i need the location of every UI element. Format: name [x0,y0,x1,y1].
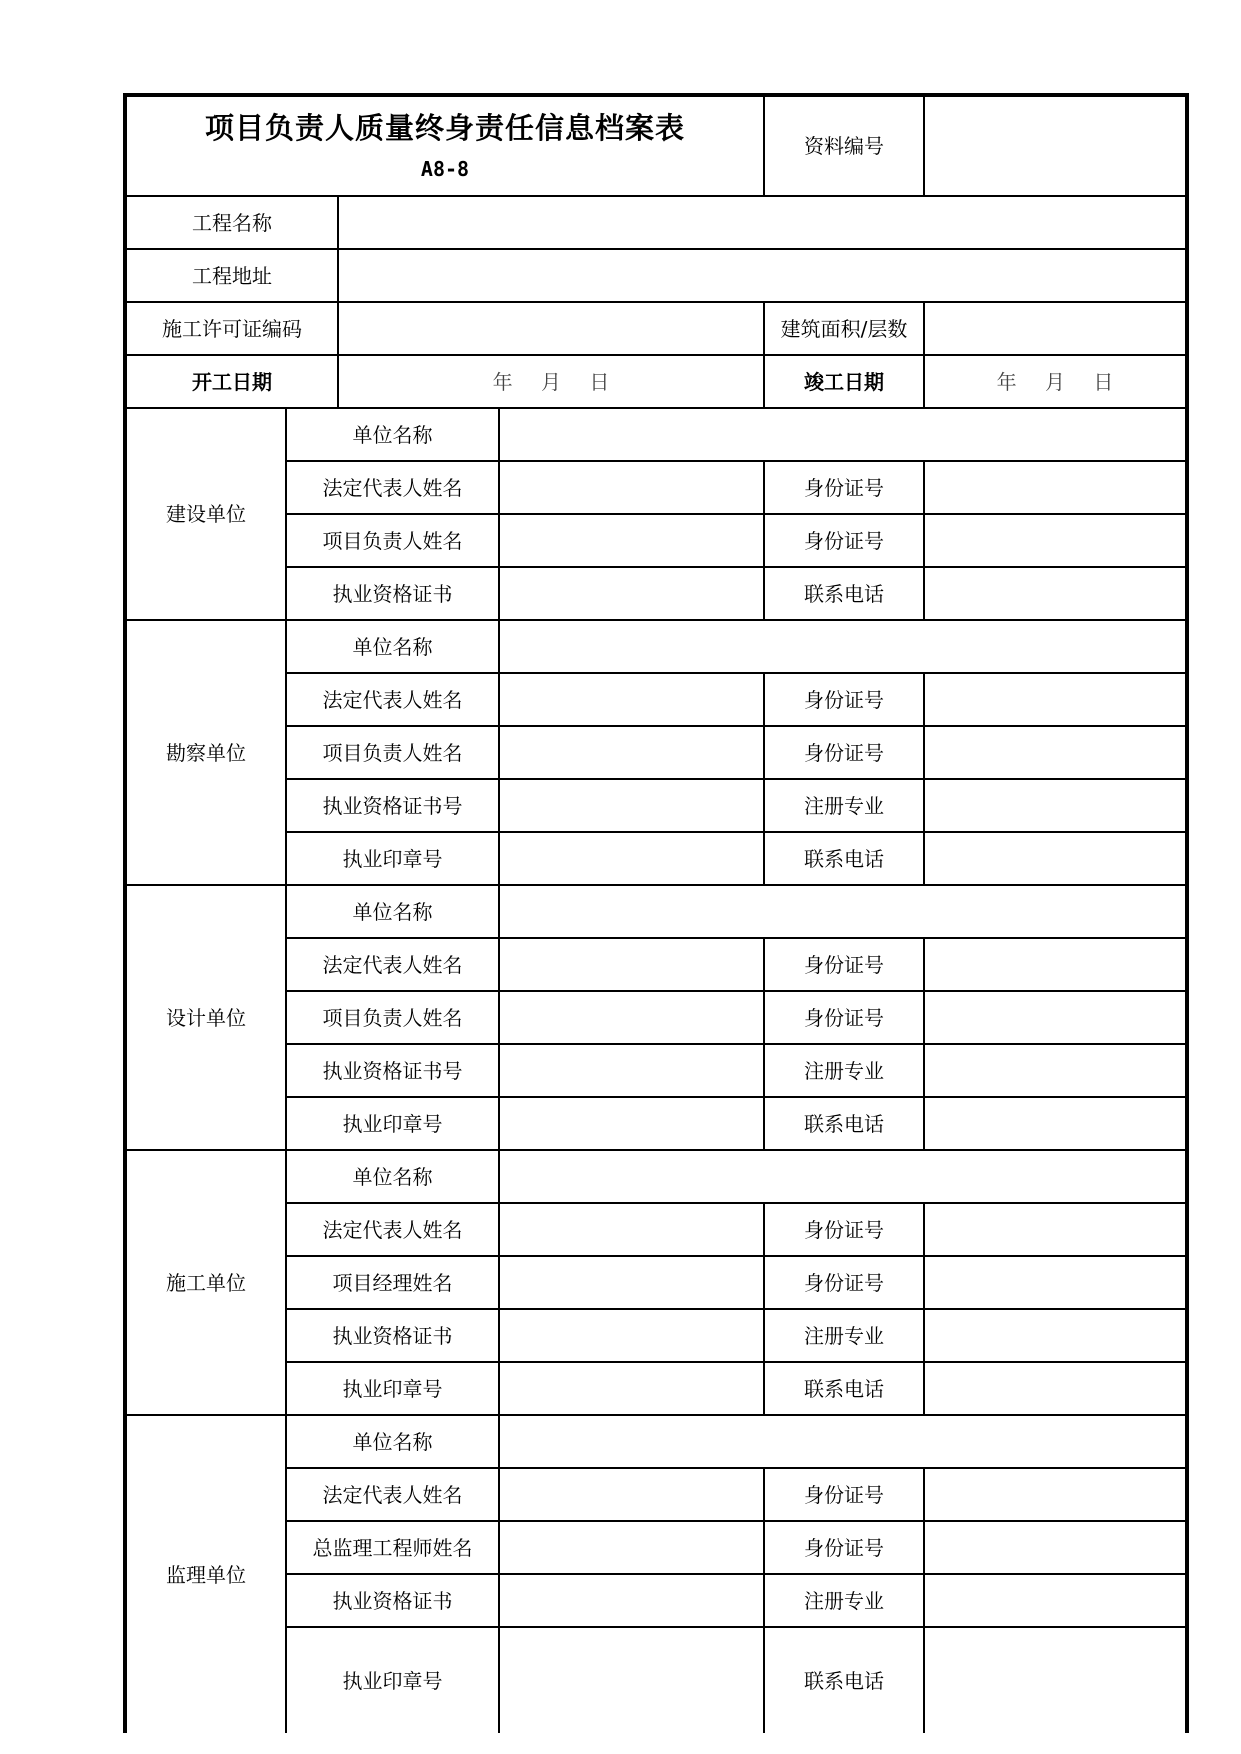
row-right-label: 身份证号 [765,939,925,992]
row-right-field[interactable] [925,1575,1185,1628]
row-value-field[interactable] [500,992,765,1045]
row-label: 法定代表人姓名 [287,462,500,515]
row-value-field[interactable] [500,1151,1185,1204]
row-label: 执业印章号 [287,1098,500,1151]
row-right-label: 联系电话 [765,833,925,886]
row-right-field[interactable] [925,515,1185,568]
project-address-field[interactable] [339,250,1185,303]
row-label: 执业印章号 [287,1363,500,1416]
row-right-label: 注册专业 [765,780,925,833]
row-label: 项目经理姓名 [287,1257,500,1310]
row-label: 法定代表人姓名 [287,1204,500,1257]
unit-group-label: 施工单位 [127,1151,287,1416]
row-right-field[interactable] [925,1522,1185,1575]
row-label: 执业印章号 [287,1628,500,1733]
row-right-label: 注册专业 [765,1045,925,1098]
area-floors-field[interactable] [925,303,1185,356]
start-date-label: 开工日期 [127,356,339,409]
row-label: 法定代表人姓名 [287,1469,500,1522]
row-right-label: 联系电话 [765,568,925,621]
project-address-label: 工程地址 [127,250,339,303]
row-label: 项目负责人姓名 [287,515,500,568]
row-label: 项目负责人姓名 [287,992,500,1045]
doc-no-label: 资料编号 [765,97,925,197]
form-border-right [1185,93,1189,1733]
row-right-label: 身份证号 [765,727,925,780]
row-label: 执业资格证书 [287,568,500,621]
row-right-field[interactable] [925,939,1185,992]
row-right-field[interactable] [925,1098,1185,1151]
form-title: 项目负责人质量终身责任信息档案表 [204,110,685,145]
row-label: 执业资格证书 [287,1575,500,1628]
row-value-field[interactable] [500,1522,765,1575]
row-right-label: 身份证号 [765,462,925,515]
row-label: 单位名称 [287,409,500,462]
row-right-field[interactable] [925,1045,1185,1098]
title-cell [127,97,765,197]
row-value-field[interactable] [500,1045,765,1098]
row-right-field[interactable] [925,992,1185,1045]
row-label: 执业印章号 [287,833,500,886]
row-right-field[interactable] [925,674,1185,727]
row-right-field[interactable] [925,1204,1185,1257]
row-value-field[interactable] [500,780,765,833]
row-right-field[interactable] [925,1257,1185,1310]
row-right-field[interactable] [925,727,1185,780]
row-value-field[interactable] [500,1363,765,1416]
row-label: 项目负责人姓名 [287,727,500,780]
row-right-label: 联系电话 [765,1098,925,1151]
row-value-field[interactable] [500,515,765,568]
row-label: 单位名称 [287,1151,500,1204]
row-value-field[interactable] [500,568,765,621]
row-right-label: 注册专业 [765,1310,925,1363]
completion-date-label: 竣工日期 [765,356,925,409]
row-label: 单位名称 [287,1416,500,1469]
project-name-field[interactable] [339,197,1185,250]
row-value-field[interactable] [500,409,1185,462]
row-right-label: 身份证号 [765,992,925,1045]
row-value-field[interactable] [500,462,765,515]
row-right-label: 联系电话 [765,1363,925,1416]
row-right-label: 身份证号 [765,674,925,727]
row-right-field[interactable] [925,1469,1185,1522]
row-right-label: 身份证号 [765,515,925,568]
row-label: 单位名称 [287,886,500,939]
row-label: 执业资格证书号 [287,780,500,833]
row-value-field[interactable] [500,1098,765,1151]
row-right-field[interactable] [925,568,1185,621]
row-value-field[interactable] [500,1204,765,1257]
row-value-field[interactable] [500,886,1185,939]
row-right-field[interactable] [925,833,1185,886]
area-floors-label: 建筑面积/层数 [765,303,925,356]
start-date-field[interactable]: 年 月 日 [339,356,765,409]
row-value-field[interactable] [500,1310,765,1363]
row-label: 执业资格证书 [287,1310,500,1363]
row-value-field[interactable] [500,621,1185,674]
row-right-label: 身份证号 [765,1257,925,1310]
form-code: A8-8 [420,157,470,182]
permit-field[interactable] [339,303,765,356]
row-value-field[interactable] [500,1628,765,1733]
unit-group-label: 监理单位 [127,1416,287,1733]
row-label: 执业资格证书号 [287,1045,500,1098]
row-value-field[interactable] [500,1257,765,1310]
row-right-field[interactable] [925,462,1185,515]
project-name-label: 工程名称 [127,197,339,250]
row-value-field[interactable] [500,1416,1185,1469]
unit-group-label: 勘察单位 [127,621,287,886]
row-value-field[interactable] [500,1469,765,1522]
unit-group-label: 设计单位 [127,886,287,1151]
row-right-label: 注册专业 [765,1575,925,1628]
row-right-field[interactable] [925,1310,1185,1363]
row-value-field[interactable] [500,939,765,992]
unit-group-label: 建设单位 [127,409,287,621]
doc-no-field[interactable] [925,97,1185,197]
row-right-label: 身份证号 [765,1204,925,1257]
row-value-field[interactable] [500,674,765,727]
row-right-label: 身份证号 [765,1522,925,1575]
archive-form [123,93,1189,1733]
row-label: 法定代表人姓名 [287,939,500,992]
row-label: 法定代表人姓名 [287,674,500,727]
completion-date-field[interactable]: 年 月 日 [925,356,1185,409]
row-right-field[interactable] [925,1363,1185,1416]
row-value-field[interactable] [500,1575,765,1628]
row-label: 单位名称 [287,621,500,674]
row-right-label: 身份证号 [765,1469,925,1522]
row-value-field[interactable] [500,727,765,780]
row-label: 总监理工程师姓名 [287,1522,500,1575]
row-right-field[interactable] [925,1628,1185,1733]
row-right-label: 联系电话 [765,1628,925,1733]
permit-label: 施工许可证编码 [127,303,339,356]
row-right-field[interactable] [925,780,1185,833]
row-value-field[interactable] [500,833,765,886]
